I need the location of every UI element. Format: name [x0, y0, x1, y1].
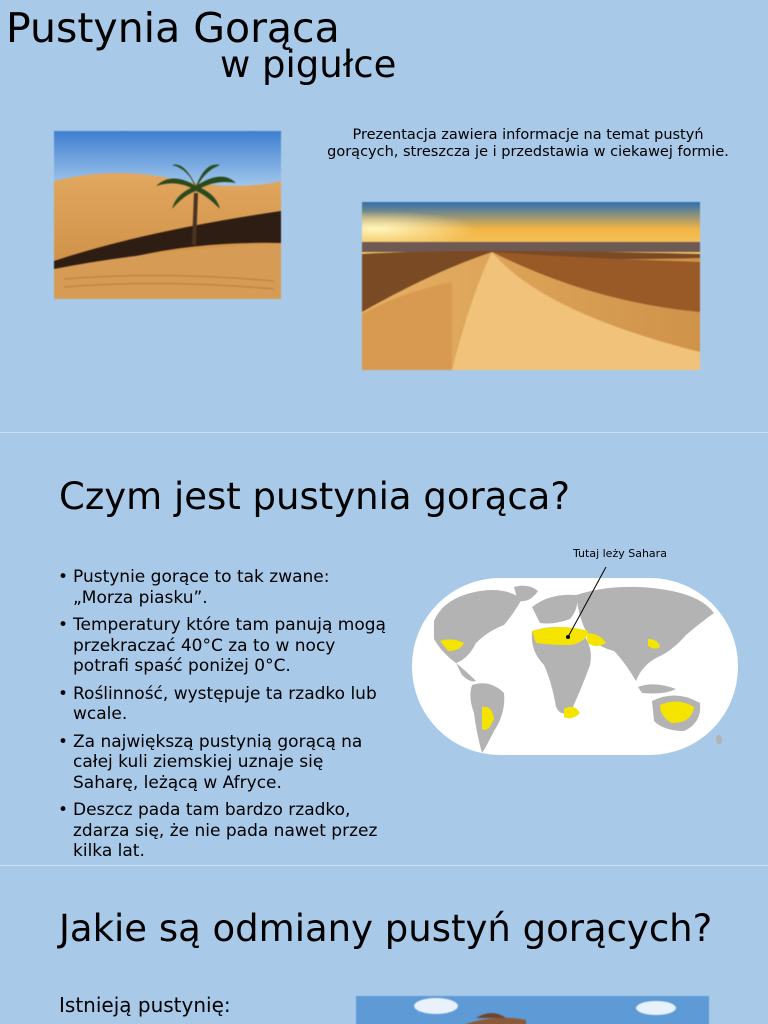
slide-definition	[0, 433, 768, 865]
world-map-image	[410, 547, 740, 757]
slide-heading: Jakie są odmiany pustyń gorących?	[59, 907, 713, 950]
bullet-list	[58, 567, 388, 865]
sunset-dunes-photo	[362, 202, 700, 370]
map-annotation: Tutaj leży Sahara	[573, 547, 667, 560]
list-item: • Pustynie gorące to tak zwane: „Morza piasku”.	[58, 567, 388, 608]
slide-types	[0, 866, 768, 1024]
slide-title	[0, 0, 768, 432]
desert-palm-image	[54, 131, 281, 299]
world-desert-map	[410, 547, 740, 757]
page-title: Pustynia Gorąca	[6, 4, 340, 52]
list-item: • Roślinność, występuje ta rzadko lub wcale.	[58, 684, 388, 725]
list-item: • Deszcz pada tam bardzo rzadko, zdarza się, że nie pada nawet przez kilka lat.	[58, 800, 388, 862]
types-intro-text: Istnieją pustynię:	[59, 993, 231, 1017]
desert-landscape-photo	[356, 996, 709, 1024]
desert-landscape-image	[356, 996, 709, 1024]
map-pointer-dot	[566, 635, 570, 639]
list-item: • Temperatury które tam panują mogą przekraczać 40°C za to w nocy potrafi spaść poniżej 0°C.	[58, 615, 388, 677]
intro-text: Prezentacja zawiera informacje na temat pustyń gorących, streszcza je i przedstawia w ciekawej formie.	[327, 127, 729, 160]
desert-palm-photo	[54, 131, 281, 299]
list-item: • Za największą pustynią gorącą na całej kuli ziemskiej uznaje się Saharę, leżącą w Afryce.	[58, 732, 388, 794]
slide-heading: Czym jest pustynia gorąca?	[59, 475, 570, 518]
sunset-dunes-image	[362, 202, 700, 370]
page-subtitle: w pigułce	[220, 43, 397, 86]
